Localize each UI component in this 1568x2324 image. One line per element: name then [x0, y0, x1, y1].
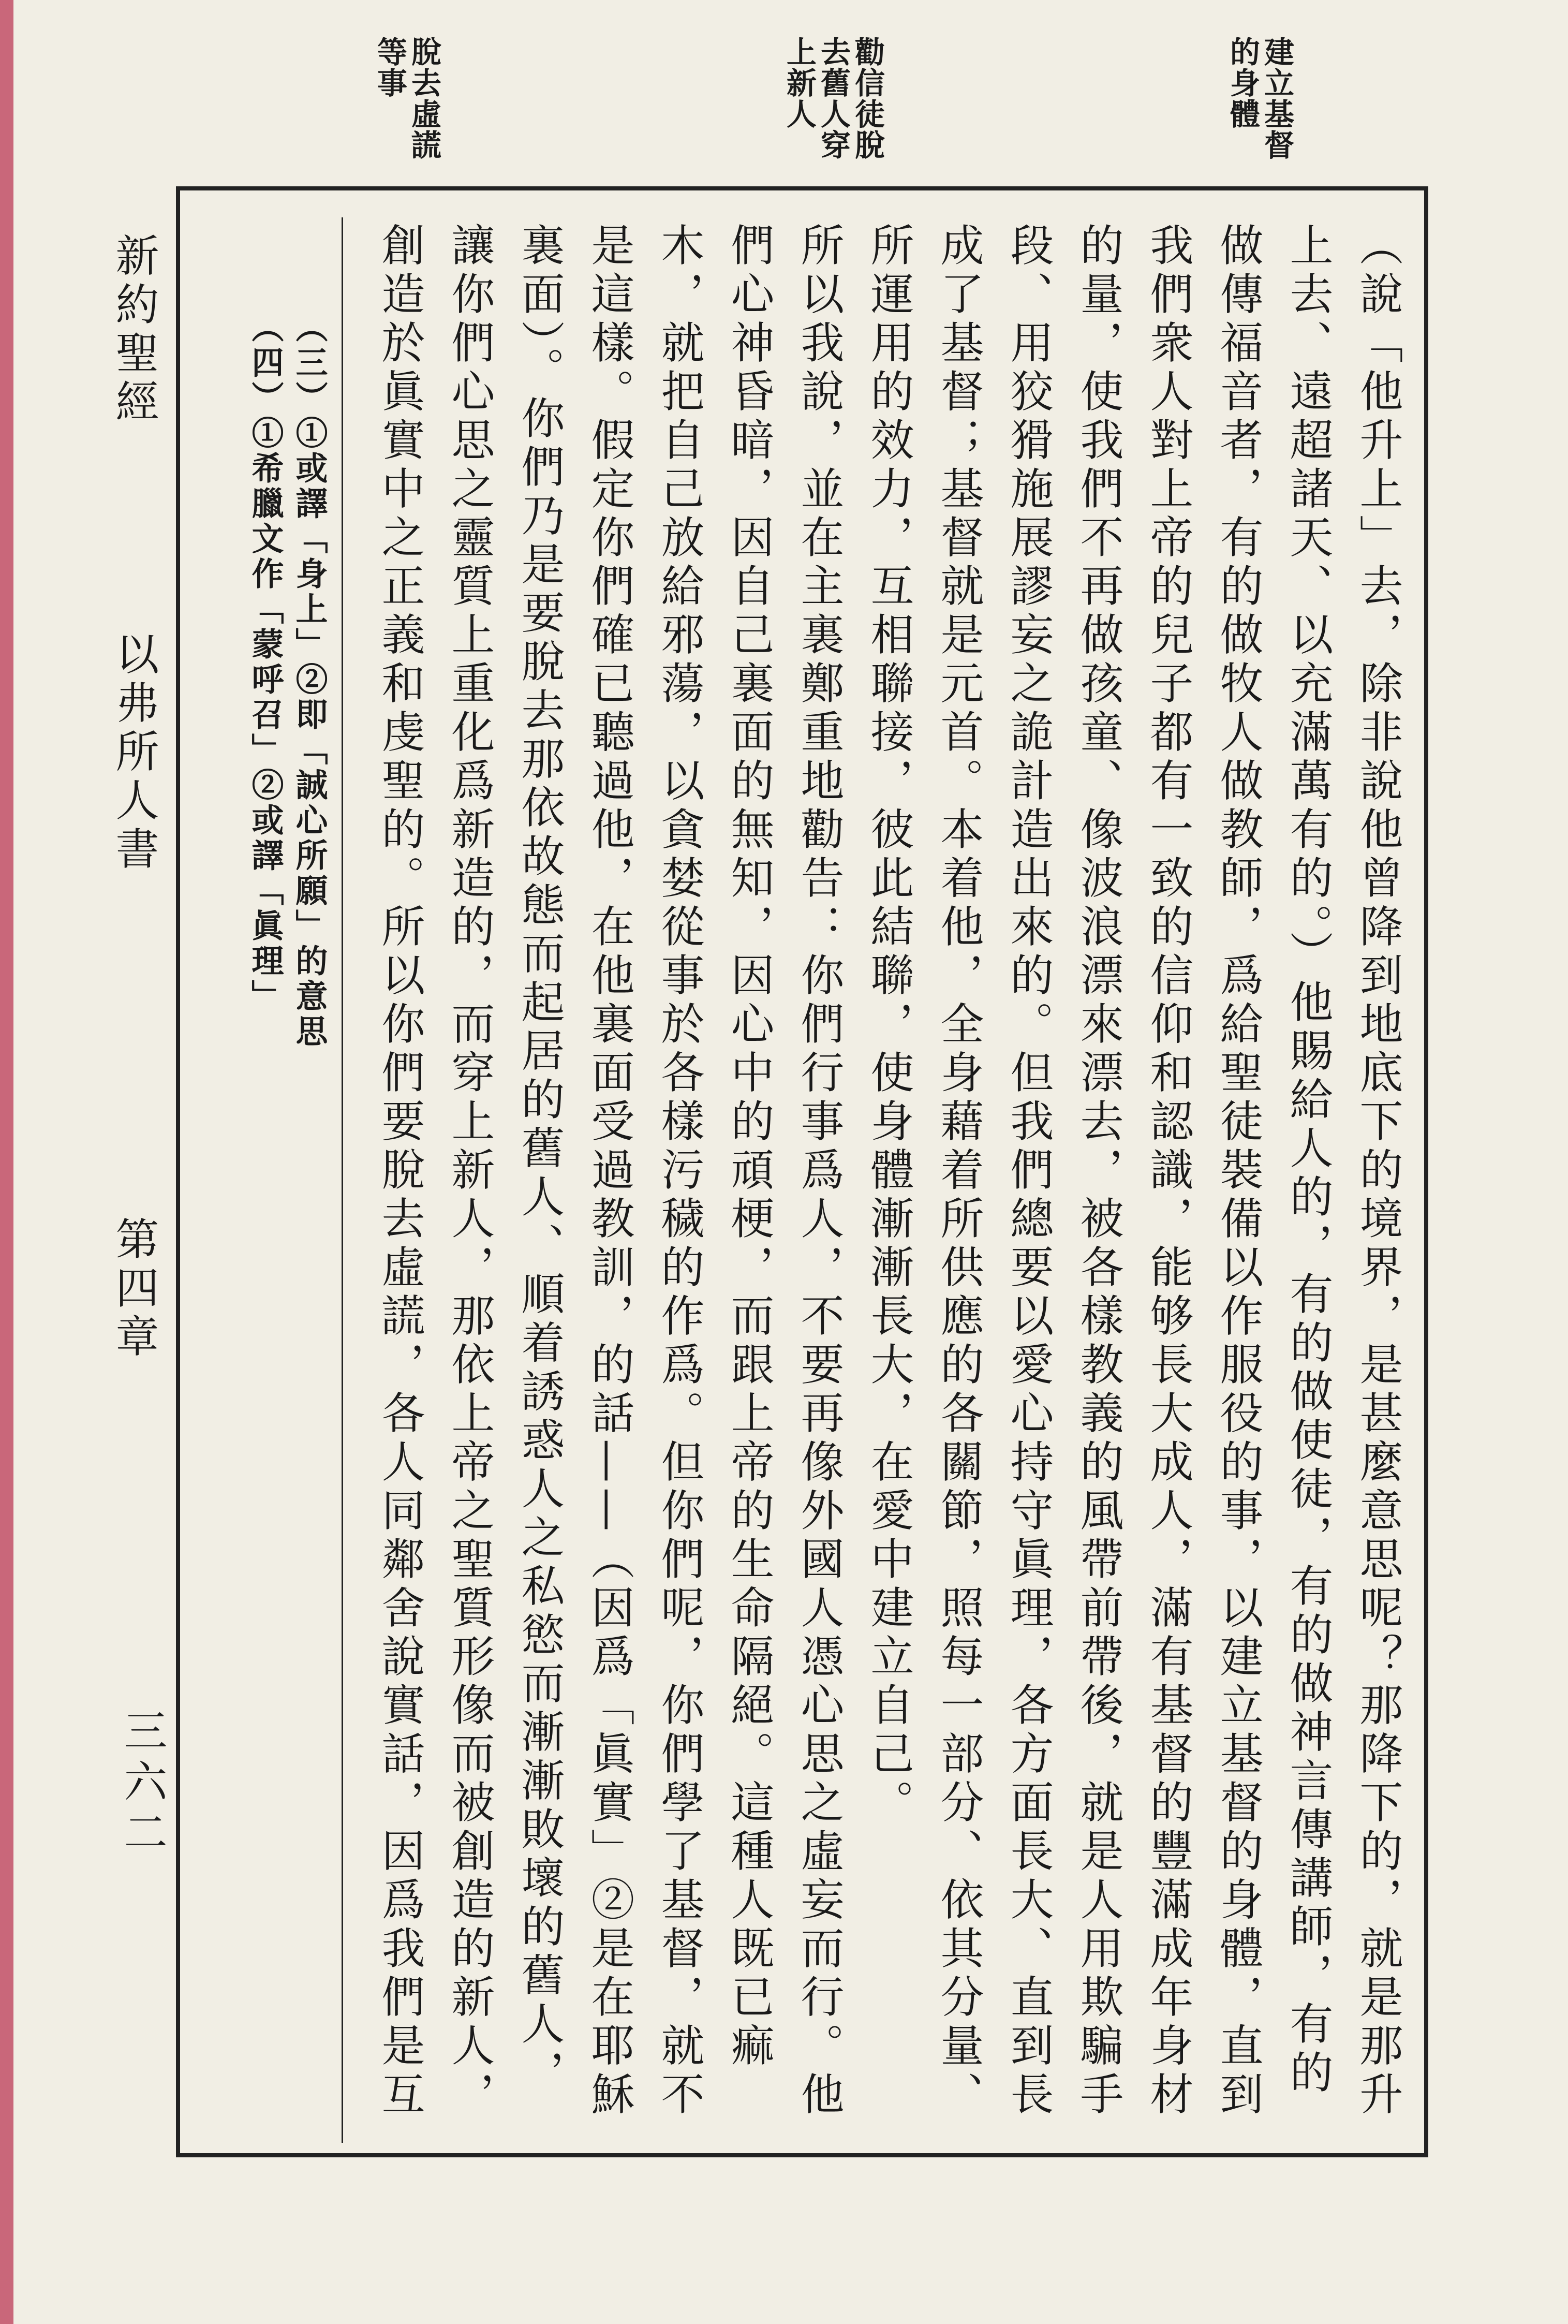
side-note-new-man: 勸信徒脫去舊人穿上新人: [781, 36, 885, 160]
footnote: （三）①或譯「身上」②即「誠心所願」的意思: [290, 311, 328, 1050]
running-head-title: 新約聖經: [109, 233, 159, 428]
footnotes: [238, 311, 331, 1294]
side-note-put-off-lies: 脫去虛謊等事: [372, 36, 441, 160]
footnote: （四）①希臘文作「蒙呼召」②或譯「眞理」: [246, 311, 284, 1014]
running-head: [109, 233, 166, 1501]
side-notes: [373, 36, 1294, 181]
running-head-book: 以弗所人書: [109, 631, 159, 875]
side-note-build-body: 建立基督的身體: [1225, 36, 1294, 160]
footnote-divider: [342, 217, 343, 2143]
paragraph: （說「他升上」去，除非說他曾降到地底下的境界，是甚麼意思呢？那降下的，就是那升上去、遠超諸天、以充滿萬有的。）他賜給人的，有的做使徒，有的做神言傳講師，有的做傳福音者，有的做牧人做教師，爲給聖徒裝備以作服役的事，以建立基督的身體，直到我們衆人對上帝的兒子都有一致的信仰和認識，能够長大成人，滿有基督的豐滿成年身材的量，使我們不再做孩童、像波浪漂來漂去，被各樣教義的風帶前帶後，就是人用欺騙手段、用狡猾施展謬妄之詭計造出來的。但我們總要以愛心持守眞理，各方面長大、直到長成了基督；基督就是元首。本着他，全身藉着所供應的各關節，照每一部分、依其分量、所運用的效力，互相聯接，彼此結聯，使身體漸漸長大，在愛中建立自己。: [864, 223, 1403, 2120]
frame-left-rule: [176, 186, 180, 2157]
page-number: 三六二: [117, 1708, 168, 1860]
main-text: [357, 223, 1413, 2138]
paragraph: 所以我說，並在主裏鄭重地勸告：你們行事爲人，不要再像外國人憑心思之虛妄而行。他們心神昏暗，因自己裏面的無知，因心中的頑梗，而跟上帝的生命隔絕。這種人既已痲木，就把自己放給邪蕩，以貪婪從事於各樣污穢的作爲。但你們呢，你們學了基督，就不是這樣。假定你們確已聽過他，在他裏面受過教訓，的話——（因爲「眞實」②是在耶穌裏面）。你們乃是要脫去那依故態而起居的舊人、順着誘惑人之私慾而漸漸敗壞的舊人，讓你們心思之靈質上重化爲新造的，而穿上新人，那依上帝之聖質形像而被創造的新人，創造於眞實中之正義和虔聖的。所以你們要脫去虛謊，各人同鄰舍說實話，因爲我們是互: [375, 223, 845, 2120]
frame-top-rule: [176, 186, 1428, 190]
frame-right-rule: [1424, 186, 1428, 2157]
running-head-chapter: 第四章: [109, 1216, 159, 1362]
frame-bottom-rule: [176, 2153, 1428, 2157]
binding-edge: [0, 0, 13, 2324]
